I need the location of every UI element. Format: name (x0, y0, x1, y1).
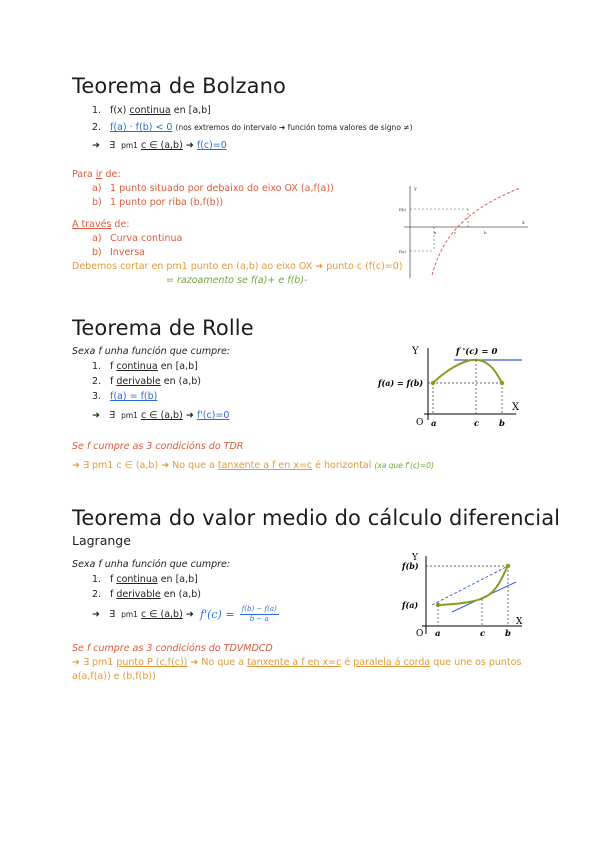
formula-lhs: f'(c) = (200, 608, 235, 621)
Y-label: Y (412, 553, 418, 563)
a-label: a (434, 230, 437, 235)
function-curve (432, 188, 520, 275)
lagrange-implication (92, 608, 194, 621)
rolle-implication (92, 409, 229, 422)
text: que une os puntos (430, 657, 522, 668)
arrow-icon: ➜ (92, 140, 100, 151)
lagrange-title: Teorema do valor medio do cálculo diferencial (72, 506, 561, 530)
item-text: Inversa (110, 247, 145, 258)
item-text: en [a,b] (170, 105, 211, 116)
text-underlined: punto P (c,f(c)) (116, 657, 188, 668)
text-underlined: tanxente a f en x=c (247, 657, 342, 668)
formula-denominator: b − a (249, 615, 269, 623)
formula-numerator: f(b) − f(a) (241, 605, 277, 613)
traves-item-a (92, 232, 182, 245)
item-keyword: f(a) = f(b) (110, 391, 158, 402)
item-text: en (a,b) (160, 589, 201, 600)
bolzano-graph (390, 180, 530, 280)
lagrange-intro: Sexa f unha función que cumpre: (72, 559, 231, 570)
rolle-title: Teorema de Rolle (72, 316, 254, 340)
item-number: 2. (92, 589, 102, 600)
text-underlined: tanxente a f en x=c (217, 460, 313, 471)
text: ➜ ∃ pm1 (72, 657, 117, 668)
traves-heading (72, 218, 130, 231)
fa-label: f(a) (402, 600, 419, 610)
lagrange-formula (200, 604, 279, 624)
point-b (500, 381, 504, 385)
item-number: 3. (92, 391, 102, 402)
text: de: (102, 169, 121, 180)
exists-symbol: ∃ (109, 609, 116, 620)
X-label: X (516, 617, 523, 627)
lagrange-item-1 (92, 573, 198, 586)
item-text: en [a,b] (157, 361, 198, 372)
fa-label: f(a) (399, 249, 406, 254)
text-underlined: A través (72, 219, 112, 230)
lagrange-item-2 (92, 588, 201, 601)
point-b (506, 564, 510, 568)
O-label: O (416, 629, 424, 639)
item-letter: b) (92, 247, 102, 258)
function-curve (433, 360, 502, 383)
item-keyword: continua (116, 361, 158, 372)
point-a (436, 603, 440, 607)
arrow-icon: ➜ (92, 410, 100, 421)
item-text: en (a,b) (160, 376, 201, 387)
rolle-item-3 (92, 390, 157, 403)
item-letter: a) (92, 233, 102, 244)
bolzano-item-1 (92, 104, 211, 117)
item-text: 1 punto por riba (b,f(b)) (110, 197, 224, 208)
text-underlined: ir (95, 169, 103, 180)
point-a (431, 381, 435, 385)
chord-line (432, 564, 512, 605)
formula-fraction (240, 605, 279, 624)
razoamento-text: = razoamento se f(a)+ e f(b)- (166, 275, 308, 286)
pm1-label: pm1 (121, 141, 138, 150)
text: é (341, 657, 354, 668)
arrow-icon: ➜ (185, 410, 194, 421)
item-text: f (110, 361, 117, 372)
item-keyword: derivable (116, 376, 161, 387)
traves-item-b (92, 246, 145, 259)
text: é horizontal (312, 460, 375, 471)
Y-label: Y (412, 346, 419, 357)
item-letter: b) (92, 197, 102, 208)
cortar-text: Debemos cortar en pm1 punto en (a,b) ao eixo OX ➜ punto c (f(c)=0) (72, 261, 403, 272)
item-keyword: continua (129, 105, 171, 116)
text-underlined: paralela á corda (353, 657, 431, 668)
text: de: (111, 219, 130, 230)
text: ➜ ∃ pm1 c ∈ (a,b) ➜ No que a (72, 460, 218, 471)
bolzano-implication (92, 139, 227, 152)
arrow-icon: ➜ (185, 140, 194, 151)
result: f'(c)=0 (196, 410, 230, 421)
rolle-conds: Se f cumpre as 3 condicións do TDR (72, 441, 244, 452)
item-text: f (110, 376, 117, 387)
bolzano-title: Teorema de Bolzano (72, 74, 286, 98)
item-number: 1. (92, 574, 102, 585)
text: Para (72, 169, 96, 180)
para-item-a (92, 182, 334, 195)
c-label: c (474, 419, 480, 429)
condition: c ∈ (a,b) (140, 609, 183, 620)
para-item-b (92, 196, 223, 209)
item-number: 1. (92, 105, 102, 116)
lagrange-subtitle: Lagrange (72, 533, 131, 548)
note: (xa que f'(c)=0) (374, 461, 434, 470)
O-label: O (416, 418, 424, 428)
item-keyword: f(a) · f(b) < 0 (110, 122, 173, 133)
item-text: f (110, 589, 117, 600)
a-label: a (431, 419, 437, 429)
bolzano-item-2 (92, 121, 413, 134)
para-heading (72, 168, 121, 181)
rolle-item-2 (92, 375, 201, 388)
arrow-icon: ➜ (92, 609, 100, 620)
item-text: Curva continua (110, 233, 183, 244)
item-letter: a) (92, 183, 102, 194)
c-label: c (454, 230, 457, 235)
b-label: b (484, 230, 487, 235)
item-note: (nos extremos do intervalo ➜ función toma valores de signo ≠) (175, 123, 413, 132)
exists-symbol: ∃ (109, 410, 116, 421)
item-text: en [a,b] (157, 574, 198, 585)
lagrange-conclusion-1 (72, 656, 521, 669)
item-keyword: derivable (116, 589, 161, 600)
item-number: 2. (92, 376, 102, 387)
rolle-conclusion (72, 459, 434, 472)
text: ➜ No que a (187, 657, 248, 668)
fb-label: f(b) (399, 207, 407, 212)
a-label: a (435, 629, 441, 639)
item-text: f (110, 574, 117, 585)
lagrange-conds: Se f cumpre as 3 condicións do TDVMDCD (72, 643, 273, 654)
X-label: X (512, 402, 520, 413)
arrow-icon: ➜ (185, 609, 194, 620)
function-curve (438, 566, 508, 605)
rolle-intro: Sexa f unha función que cumpre: (72, 346, 231, 357)
y-label: y (414, 186, 417, 192)
condition: c ∈ (a,b) (140, 410, 183, 421)
item-number: 1. (92, 361, 102, 372)
fafb-label: f(a) = f(b) (378, 378, 424, 388)
lagrange-conclusion-2: a(a,f(a)) e (b,f(b)) (72, 671, 156, 682)
pm1-label: pm1 (121, 610, 138, 619)
b-label: b (505, 629, 511, 639)
result: f(c)=0 (196, 140, 227, 151)
fc-label: f '(c) = 0 (456, 347, 498, 357)
item-keyword: continua (116, 574, 158, 585)
item-text: f(x) (110, 105, 130, 116)
lagrange-graph (380, 550, 530, 642)
rolle-graph (376, 340, 526, 432)
item-number: 2. (92, 122, 102, 133)
rolle-item-1 (92, 360, 198, 373)
item-text: 1 punto situado por debaixo do eixo OX (a,f(a)) (110, 183, 334, 194)
pm1-label: pm1 (121, 411, 138, 420)
b-label: b (499, 419, 505, 429)
exists-symbol: ∃ (109, 140, 116, 151)
condition: c ∈ (a,b) (140, 140, 183, 151)
x-label: x (522, 220, 525, 226)
fb-label: f(b) (402, 561, 419, 571)
c-label: c (480, 629, 486, 639)
